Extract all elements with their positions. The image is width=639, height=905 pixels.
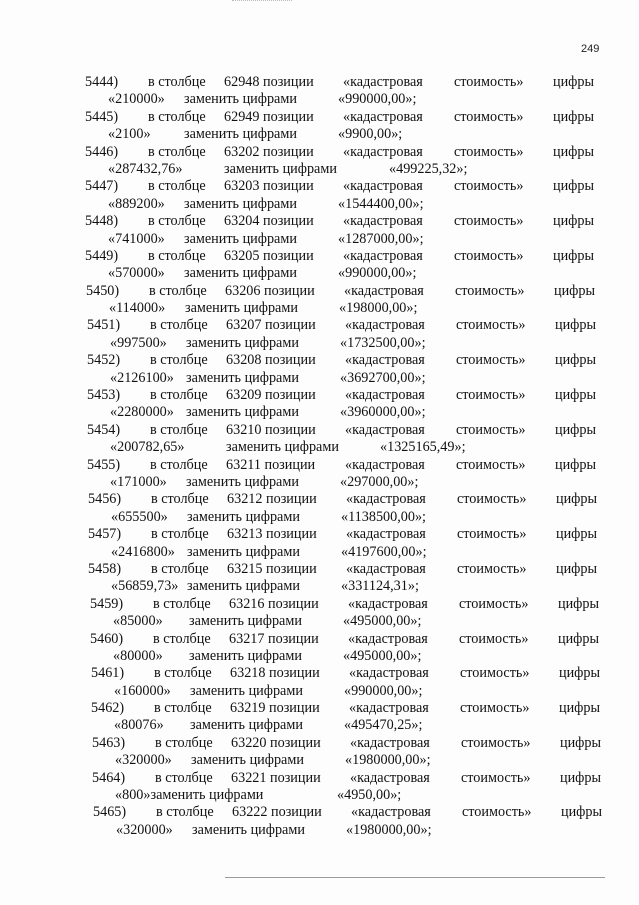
digits-word: цифры (560, 769, 602, 786)
new-value: «198000,00»; (339, 300, 418, 317)
replace-phrase: заменить цифрами (184, 265, 297, 282)
digits-word: цифры (556, 526, 598, 543)
column-phrase: в столбце (151, 526, 209, 543)
digits-word: цифры (553, 74, 595, 90)
cadastral-word: «кадастровая (349, 700, 429, 717)
amendment-entry (0, 596, 639, 631)
column-phrase: в столбце (148, 74, 206, 90)
cadastral-word: «кадастровая (343, 178, 423, 195)
replace-phrase: заменить цифрами (185, 300, 298, 317)
old-value: «56859,73» (111, 578, 179, 595)
amendment-entry (0, 213, 639, 248)
new-value: «495000,00»; (343, 647, 422, 664)
new-value: «3692700,00»; (340, 369, 426, 386)
entry-number: 5453) (87, 387, 121, 404)
entry-number: 5454) (87, 421, 121, 438)
amendment-entry (0, 700, 639, 735)
old-value: «80076» (114, 717, 164, 734)
replace-phrase: заменить цифрами (184, 126, 297, 143)
digits-word: цифры (553, 143, 595, 160)
cost-word: стоимость» (456, 352, 526, 369)
old-value: «655500» (111, 508, 168, 525)
digits-word: цифры (555, 456, 597, 473)
column-phrase: в столбце (148, 108, 206, 125)
digits-word: цифры (558, 630, 600, 647)
amendment-entry (0, 770, 639, 805)
cadastral-word: «кадастровая (346, 560, 426, 577)
new-value: «1732500,00»; (340, 334, 426, 351)
cadastral-word: «кадастровая (345, 317, 425, 334)
entry-number: 5462) (91, 700, 125, 717)
old-value: «997500» (110, 334, 167, 351)
old-value: «889200» (108, 195, 165, 212)
replace-phrase: заменить цифрами (187, 508, 300, 525)
new-value: «1138500,00»; (341, 508, 426, 525)
position-text: 63211 позиции (226, 456, 316, 473)
replace-phrase: заменить цифрами (184, 230, 297, 247)
entry-number: 5451) (87, 317, 121, 334)
cadastral-word: «кадастровая (343, 108, 423, 125)
amendment-entry (0, 248, 639, 283)
cadastral-word: «кадастровая (348, 630, 428, 647)
amendment-entry (0, 283, 639, 318)
cadastral-word: «кадастровая (350, 769, 430, 786)
cadastral-word: «кадастровая (345, 387, 425, 404)
position-text: 63205 позиции (224, 247, 314, 264)
entry-number: 5449) (85, 247, 119, 264)
old-value: «171000» (110, 473, 167, 490)
replace-phrase: заменить цифрами (184, 195, 297, 212)
position-text: 63213 позиции (227, 526, 317, 543)
cadastral-word: «кадастровая (349, 665, 429, 682)
position-text: 63218 позиции (230, 665, 320, 682)
column-phrase: в столбце (155, 769, 213, 786)
cadastral-word: «кадастровая (343, 74, 423, 90)
amendment-entry (0, 317, 639, 352)
column-phrase: в столбце (154, 665, 212, 682)
amendment-entry (0, 526, 639, 561)
cost-word: стоимость» (460, 665, 530, 682)
old-value: «741000» (108, 230, 165, 247)
cost-word: стоимость» (456, 421, 526, 438)
cost-word: стоимость» (457, 491, 527, 508)
amendment-entry (0, 735, 639, 770)
new-value: «4950,00»; (337, 787, 402, 804)
entry-number: 5445) (85, 108, 119, 125)
cost-word: стоимость» (454, 108, 524, 125)
position-text: 63221 позиции (231, 769, 321, 786)
position-text: 63217 позиции (229, 630, 319, 647)
digits-word: цифры (560, 734, 602, 751)
new-value: «990000,00»; (344, 682, 423, 699)
cost-word: стоимость» (456, 387, 526, 404)
cadastral-word: «кадастровая (346, 526, 426, 543)
new-value: «1325165,49»; (380, 439, 466, 456)
column-phrase: в столбце (148, 143, 206, 160)
position-text: 63219 позиции (230, 700, 320, 717)
column-phrase: в столбце (150, 387, 208, 404)
digits-word: цифры (559, 665, 601, 682)
cadastral-word: «кадастровая (345, 352, 425, 369)
cadastral-word: «кадастровая (343, 213, 423, 230)
column-phrase: в столбце (150, 317, 208, 334)
column-phrase: в столбце (150, 421, 208, 438)
entry-number: 5460) (90, 630, 124, 647)
entry-number: 5464) (92, 769, 126, 786)
digits-word: цифры (555, 352, 597, 369)
digits-word: цифры (555, 387, 597, 404)
digits-word: цифры (558, 595, 600, 612)
entry-number: 5461) (91, 665, 125, 682)
entry-number: 5444) (85, 74, 119, 90)
column-phrase: в столбце (149, 282, 207, 299)
cost-word: стоимость» (459, 630, 529, 647)
position-text: 62948 позиции (224, 74, 314, 90)
entry-number: 5456) (88, 491, 122, 508)
new-value: «331124,31»; (341, 578, 419, 595)
column-phrase: в столбце (148, 247, 206, 264)
column-phrase: в столбце (151, 560, 209, 577)
entry-number: 5446) (85, 143, 119, 160)
cadastral-word: «кадастровая (350, 734, 430, 751)
cost-word: стоимость» (455, 282, 525, 299)
replace-phrase: заменить цифрами (192, 821, 305, 838)
cost-word: стоимость» (461, 734, 531, 751)
new-value: «297000,00»; (340, 473, 419, 490)
new-value: «9900,00»; (338, 126, 403, 143)
old-value: «80000» (113, 647, 163, 664)
cadastral-word: «кадастровая (345, 421, 425, 438)
column-phrase: в столбце (151, 491, 209, 508)
position-text: 63220 позиции (231, 734, 321, 751)
column-phrase: в столбце (153, 595, 211, 612)
cost-word: стоимость» (457, 526, 527, 543)
amendment-entry (0, 109, 639, 144)
old-value: «570000» (108, 265, 165, 282)
entry-number: 5447) (85, 178, 119, 195)
column-phrase: в столбце (150, 456, 208, 473)
cadastral-word: «кадастровая (343, 143, 423, 160)
digits-word: цифры (556, 491, 598, 508)
column-phrase: в столбце (150, 352, 208, 369)
entry-number: 5459) (90, 595, 124, 612)
digits-word: цифры (553, 247, 595, 264)
scan-artifact-bottom-line (225, 877, 605, 878)
amendment-entry (0, 352, 639, 387)
cost-word: стоимость» (460, 700, 530, 717)
new-value: «1980000,00»; (346, 821, 432, 838)
column-phrase: в столбце (154, 700, 212, 717)
position-text: 63209 позиции (226, 387, 316, 404)
old-value: «85000» (113, 613, 163, 630)
position-text: 63208 позиции (226, 352, 316, 369)
position-text: 63204 позиции (224, 213, 314, 230)
amendment-entry (0, 491, 639, 526)
new-value: «495000,00»; (343, 613, 422, 630)
new-value: «1287000,00»; (338, 230, 424, 247)
amendment-entry (0, 457, 639, 492)
replace-phrase: заменить цифрами (189, 647, 302, 664)
replace-phrase: заменить цифрами (186, 334, 299, 351)
column-phrase: в столбце (153, 630, 211, 647)
position-text: 63215 позиции (227, 560, 317, 577)
replace-phrase: заменить цифрами (186, 369, 299, 386)
old-value: «320000» (115, 752, 172, 769)
digits-word: цифры (561, 804, 603, 821)
replace-phrase: заменить цифрами (186, 404, 299, 421)
entry-number: 5450) (86, 282, 120, 299)
amendment-entry (0, 665, 639, 700)
cost-word: стоимость» (454, 143, 524, 160)
old-value: «320000» (116, 821, 173, 838)
position-text: 63207 позиции (226, 317, 316, 334)
cost-word: стоимость» (454, 247, 524, 264)
new-value: «990000,00»; (338, 265, 417, 282)
position-text: 63203 позиции (224, 178, 314, 195)
cadastral-word: «кадастровая (344, 282, 424, 299)
column-phrase: в столбце (156, 804, 214, 821)
old-value: «2416800» (111, 543, 175, 560)
new-value: «3960000,00»; (340, 404, 426, 421)
amendment-list (0, 74, 639, 839)
replace-phrase: заменить цифрами (186, 473, 299, 490)
amendment-entry (0, 144, 639, 179)
replace-phrase: заменить цифрами (187, 578, 300, 595)
entry-number: 5452) (87, 352, 121, 369)
amendment-entry (0, 178, 639, 213)
old-value: «114000» (109, 300, 166, 317)
entry-number: 5463) (92, 734, 126, 751)
cost-word: стоимость» (456, 456, 526, 473)
entry-number: 5448) (85, 213, 119, 230)
digits-word: цифры (553, 213, 595, 230)
cost-word: стоимость» (457, 560, 527, 577)
new-value: «495470,25»; (344, 717, 423, 734)
old-value: «2280000» (110, 404, 174, 421)
cadastral-word: «кадастровая (345, 456, 425, 473)
cost-word: стоимость» (462, 804, 532, 821)
old-value: «160000» (114, 682, 171, 699)
cadastral-word: «кадастровая (348, 595, 428, 612)
position-text: 63216 позиции (229, 595, 319, 612)
cadastral-word: «кадастровая (346, 491, 426, 508)
position-text: 62949 позиции (224, 108, 314, 125)
column-phrase: в столбце (148, 213, 206, 230)
replace-phrase: заменить цифрами (184, 91, 297, 108)
digits-word: цифры (553, 178, 595, 195)
position-text: 63212 позиции (227, 491, 317, 508)
old-value: «2126100» (110, 369, 174, 386)
entry-number: 5465) (93, 804, 127, 821)
entry-number: 5458) (88, 560, 122, 577)
old-value: «210000» (108, 91, 165, 108)
digits-word: цифры (556, 560, 598, 577)
old-value: «2100» (108, 126, 151, 143)
replace-phrase: заменить цифрами (224, 160, 337, 177)
cost-word: стоимость» (456, 317, 526, 334)
cost-word: стоимость» (454, 178, 524, 195)
amendment-entry (0, 74, 639, 109)
old-value: «287432,76» (108, 160, 183, 177)
column-phrase: в столбце (148, 178, 206, 195)
digits-word: цифры (555, 421, 597, 438)
amendment-entry (0, 631, 639, 666)
old-value: «200782,65» (110, 439, 185, 456)
cost-word: стоимость» (454, 213, 524, 230)
new-value: «990000,00»; (338, 91, 417, 108)
replace-phrase: заменить цифрами (191, 752, 304, 769)
cost-word: стоимость» (461, 769, 531, 786)
replace-phrase: заменить цифрами (187, 543, 300, 560)
digits-word: цифры (553, 108, 595, 125)
replace-phrase: заменить цифрами (190, 682, 303, 699)
entry-number: 5457) (88, 526, 122, 543)
entry-number: 5455) (87, 456, 121, 473)
new-value: «499225,32»; (389, 160, 468, 177)
digits-word: цифры (554, 282, 596, 299)
scan-artifact-top (232, 0, 292, 2)
amendment-entry (0, 387, 639, 422)
new-value: «1544400,00»; (338, 195, 424, 212)
old-value: «800»заменить цифрами (115, 787, 264, 804)
replace-phrase: заменить цифрами (226, 439, 339, 456)
amendment-entry (0, 561, 639, 596)
cost-word: стоимость» (459, 595, 529, 612)
position-text: 63206 позиции (225, 282, 315, 299)
position-text: 63222 позиции (232, 804, 322, 821)
digits-word: цифры (559, 700, 601, 717)
cost-word: стоимость» (454, 74, 524, 90)
page-number: 249 (581, 43, 600, 55)
digits-word: цифры (555, 317, 597, 334)
amendment-entry (0, 804, 639, 839)
cadastral-word: «кадастровая (351, 804, 431, 821)
column-phrase: в столбце (155, 734, 213, 751)
position-text: 63202 позиции (224, 143, 314, 160)
replace-phrase: заменить цифрами (190, 717, 303, 734)
new-value: «1980000,00»; (345, 752, 431, 769)
amendment-entry (0, 422, 639, 457)
cadastral-word: «кадастровая (343, 247, 423, 264)
new-value: «4197600,00»; (341, 543, 427, 560)
replace-phrase: заменить цифрами (189, 613, 302, 630)
position-text: 63210 позиции (226, 421, 316, 438)
